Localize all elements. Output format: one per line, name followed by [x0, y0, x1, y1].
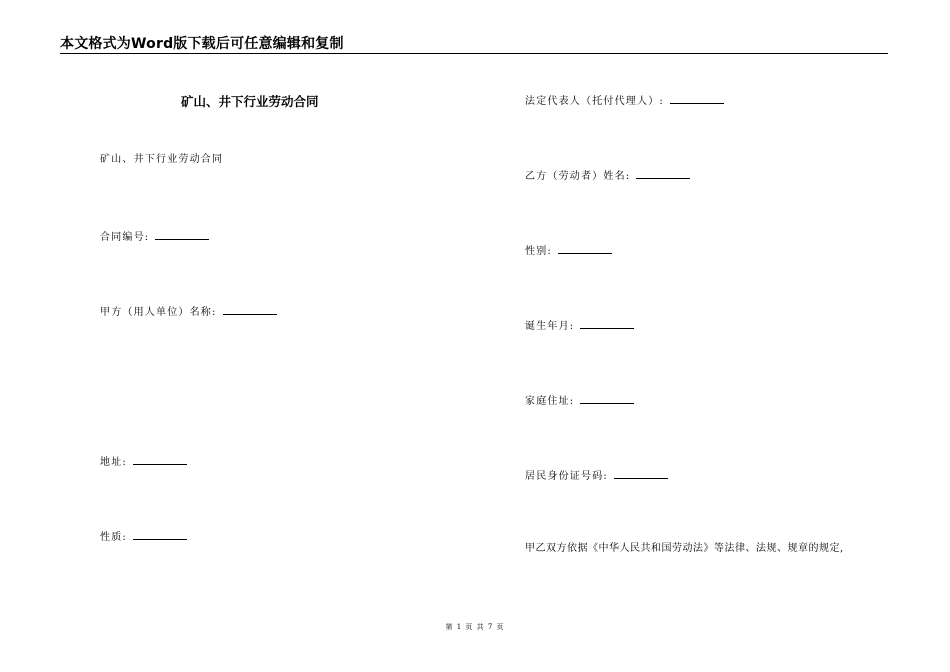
birth-date-field: [525, 317, 634, 334]
address-field: [100, 453, 187, 470]
contract-subtitle-text: 矿山、井下行业劳动合同: [100, 154, 224, 165]
header-divider: [60, 53, 888, 54]
contract-number-blank: [155, 228, 209, 240]
contract-number-label: 合同编号:: [100, 232, 150, 243]
party-b-name-label: 乙方（劳动者）姓名:: [525, 171, 631, 182]
birth-date-blank: [580, 317, 634, 329]
home-address-label: 家庭住址:: [525, 396, 575, 407]
contract-subtitle: [100, 153, 223, 167]
page-header-title: 本文格式为Word版下载后可任意编辑和复制: [60, 36, 344, 52]
nature-blank: [133, 528, 187, 540]
party-a-name-blank: [223, 303, 277, 315]
birth-date-label: 诞生年月:: [525, 321, 575, 332]
legal-representative-label: 法定代表人（托付代理人）:: [525, 96, 664, 107]
document-title: 矿山、井下行业劳动合同: [181, 94, 319, 109]
id-number-field: [525, 467, 668, 484]
home-address-blank: [580, 392, 634, 404]
legal-representative-field: [525, 92, 724, 109]
nature-field: [100, 528, 187, 545]
party-b-name-field: [525, 167, 690, 184]
id-number-label: 居民身份证号码:: [525, 471, 608, 482]
id-number-blank: [614, 467, 668, 479]
party-a-name-field: [100, 303, 277, 320]
legal-representative-blank: [670, 92, 724, 104]
page-number-footer: 第 1 页 共 7 页: [445, 623, 505, 631]
gender-field: [525, 242, 612, 259]
party-a-name-label: 甲方（用人单位）名称:: [100, 307, 217, 318]
nature-label: 性质:: [100, 532, 127, 543]
gender-label: 性别:: [525, 246, 552, 257]
address-blank: [133, 453, 187, 465]
contract-number-field: [100, 228, 209, 245]
basis-paragraph: [525, 542, 844, 556]
address-label: 地址:: [100, 457, 127, 468]
gender-blank: [558, 242, 612, 254]
home-address-field: [525, 392, 634, 409]
party-b-name-blank: [636, 167, 690, 179]
basis-text: 甲乙双方依据《中华人民共和国劳动法》等法律、法规、规章的规定,: [525, 543, 844, 554]
